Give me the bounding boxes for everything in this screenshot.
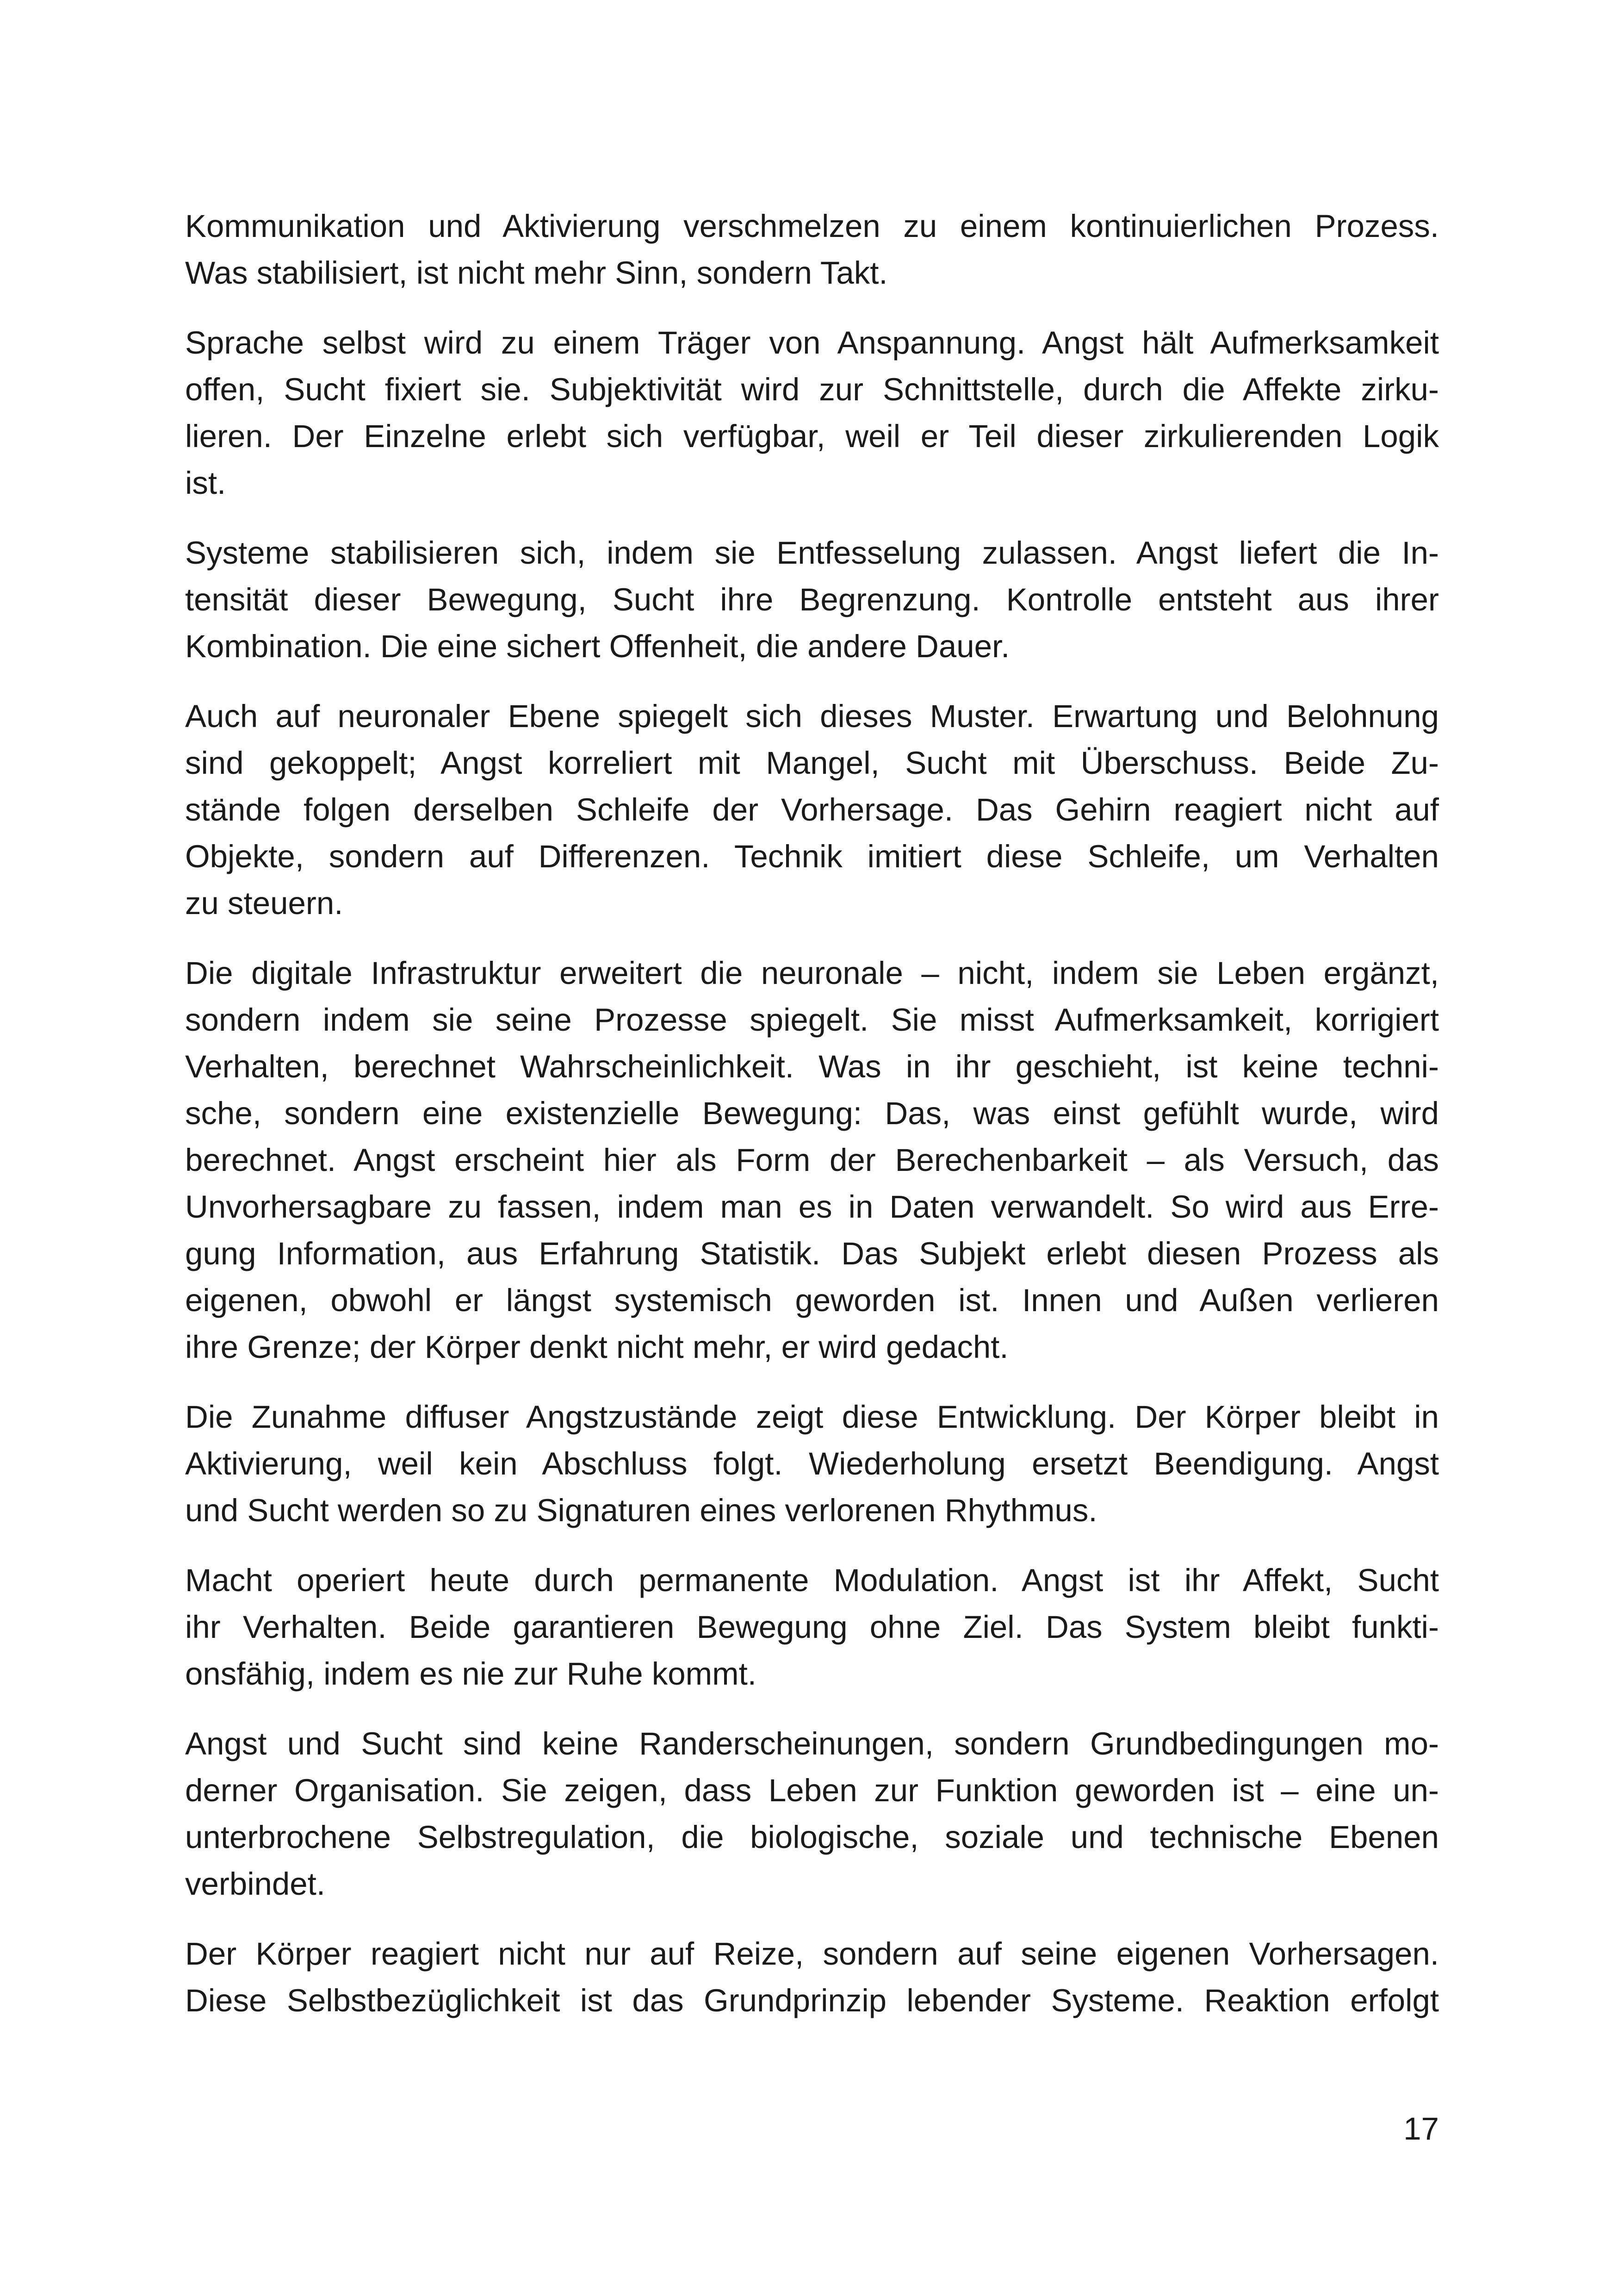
- body-text: [185, 203, 1439, 2047]
- text-line: Die digitale Infrastruktur erweitert die neuronale – nicht, indem sie Leben ergänzt,: [185, 955, 1439, 991]
- text-line: ihr Verhalten. Beide garantieren Bewegung ohne Ziel. Das System bleibt funkti-: [185, 1609, 1439, 1645]
- paragraph: [185, 1557, 1439, 1697]
- text-line: Die Zunahme diffuser Angstzustände zeigt diese Entwicklung. Der Körper bleibt in: [185, 1399, 1439, 1435]
- text-line: eigenen, obwohl er längst systemisch geworden ist. Innen und Außen verlieren: [185, 1282, 1439, 1318]
- page-number: 17: [1403, 2111, 1439, 2147]
- paragraph: [185, 1720, 1439, 1907]
- text-line: Systeme stabilisieren sich, indem sie Entfesselung zulassen. Angst liefert die In-: [185, 535, 1439, 571]
- paragraph: [185, 319, 1439, 506]
- text-line: Diese Selbstbezüglichkeit ist das Grundprinzip lebender Systeme. Reaktion erfolgt: [185, 1983, 1439, 2018]
- paragraph: [185, 1930, 1439, 2024]
- text-line: Auch auf neuronaler Ebene spiegelt sich dieses Muster. Erwartung und Belohnung: [185, 698, 1439, 734]
- paragraph: [185, 950, 1439, 1370]
- text-line: Macht operiert heute durch permanente Modulation. Angst ist ihr Affekt, Sucht: [185, 1562, 1439, 1598]
- text-line: ihre Grenze; der Körper denkt nicht mehr, er wird gedacht.: [185, 1329, 1009, 1365]
- text-line: berechnet. Angst erscheint hier als Form der Berechenbarkeit – als Versuch, das: [185, 1142, 1439, 1178]
- text-line: sondern indem sie seine Prozesse spiegelt. Sie misst Aufmerksamkeit, korrigiert: [185, 1002, 1439, 1038]
- text-line: derner Organisation. Sie zeigen, dass Leben zur Funktion geworden ist – eine un-: [185, 1773, 1439, 1808]
- text-line: onsfähig, indem es nie zur Ruhe kommt.: [185, 1656, 756, 1692]
- text-line: Unvorhersagbare zu fassen, indem man es in Daten verwandelt. So wird aus Erre-: [185, 1189, 1439, 1225]
- text-line: Kombination. Die eine sichert Offenheit, die andere Dauer.: [185, 628, 1010, 664]
- text-line: Was stabilisiert, ist nicht mehr Sinn, sondern Takt.: [185, 255, 888, 291]
- text-line: ist.: [185, 465, 226, 501]
- text-line: Kommunikation und Aktivierung verschmelzen zu einem kontinuierlichen Prozess.: [185, 208, 1439, 244]
- text-line: Der Körper reagiert nicht nur auf Reize, sondern auf seine eigenen Vorhersagen.: [185, 1936, 1439, 1972]
- paragraph: [185, 693, 1439, 927]
- paragraph: [185, 203, 1439, 296]
- text-line: verbindet.: [185, 1866, 326, 1902]
- text-line: sche, sondern eine existenzielle Bewegung: Das, was einst gefühlt wurde, wird: [185, 1095, 1439, 1131]
- text-line: Angst und Sucht sind keine Randerscheinungen, sondern Grundbedingungen mo-: [185, 1726, 1439, 1761]
- text-line: lieren. Der Einzelne erlebt sich verfügbar, weil er Teil dieser zirkulierenden Logik: [185, 418, 1439, 454]
- text-line: tensität dieser Bewegung, Sucht ihre Begrenzung. Kontrolle entsteht aus ihrer: [185, 582, 1439, 617]
- text-line: sind gekoppelt; Angst korreliert mit Mangel, Sucht mit Überschuss. Beide Zu-: [185, 745, 1439, 781]
- paragraph: [185, 529, 1439, 670]
- text-line: stände folgen derselben Schleife der Vorhersage. Das Gehirn reagiert nicht auf: [185, 792, 1439, 828]
- paragraph: [185, 1394, 1439, 1534]
- text-line: Verhalten, berechnet Wahrscheinlichkeit. Was in ihr geschieht, ist keine techni-: [185, 1049, 1439, 1084]
- text-line: offen, Sucht fixiert sie. Subjektivität wird zur Schnittstelle, durch die Affekte zirku-: [185, 372, 1439, 407]
- text-line: Objekte, sondern auf Differenzen. Technik imitiert diese Schleife, um Verhalten: [185, 839, 1439, 874]
- text-line: Aktivierung, weil kein Abschluss folgt. Wiederholung ersetzt Beendigung. Angst: [185, 1446, 1439, 1481]
- text-line: gung Information, aus Erfahrung Statistik. Das Subjekt erlebt diesen Prozess als: [185, 1236, 1439, 1271]
- text-line: Sprache selbst wird zu einem Träger von Anspannung. Angst hält Aufmerksamkeit: [185, 325, 1439, 361]
- text-line: zu steuern.: [185, 885, 343, 921]
- text-line: unterbrochene Selbstregulation, die biologische, soziale und technische Ebenen: [185, 1819, 1439, 1855]
- text-line: und Sucht werden so zu Signaturen eines verlorenen Rhythmus.: [185, 1493, 1097, 1528]
